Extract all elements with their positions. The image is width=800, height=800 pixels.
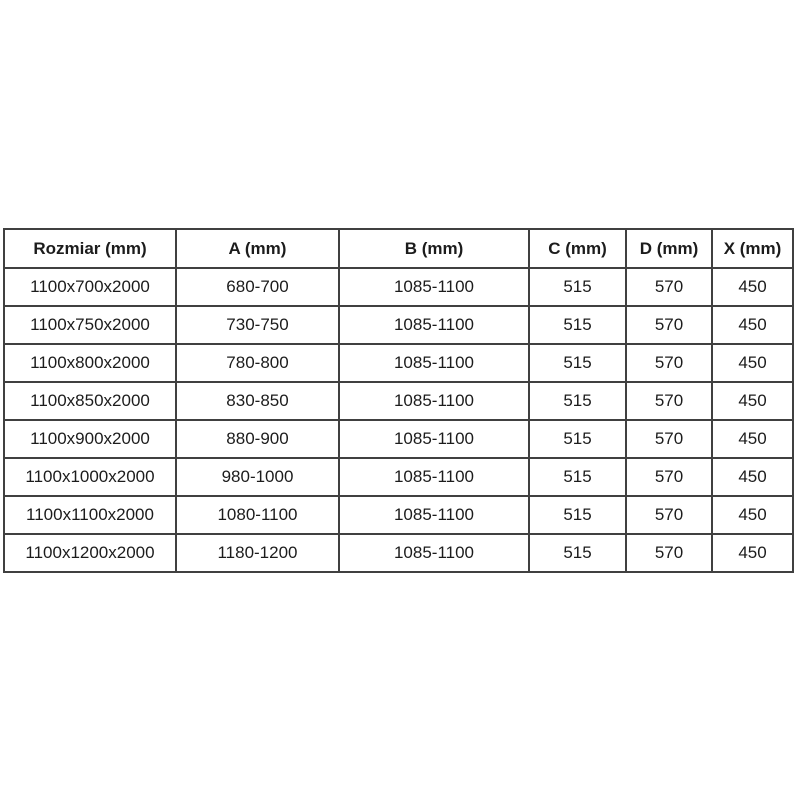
table-row [4, 534, 793, 572]
table-cell-rozmiar: 1100x1100x2000 [4, 496, 176, 534]
table-cell-c: 515 [529, 344, 626, 382]
table-row [4, 306, 793, 344]
table-cell-x: 450 [712, 458, 793, 496]
table-cell-b: 1085-1100 [339, 382, 529, 420]
table-cell-d: 570 [626, 534, 712, 572]
table-cell-a: 880-900 [176, 420, 339, 458]
table-cell-b: 1085-1100 [339, 268, 529, 306]
table-row [4, 458, 793, 496]
table-cell-rozmiar: 1100x850x2000 [4, 382, 176, 420]
table-row [4, 344, 793, 382]
table-cell-d: 570 [626, 344, 712, 382]
table-cell-b: 1085-1100 [339, 306, 529, 344]
column-header-d: D (mm) [626, 229, 712, 268]
column-header-c: C (mm) [529, 229, 626, 268]
table-row [4, 496, 793, 534]
table-cell-b: 1085-1100 [339, 496, 529, 534]
table-cell-rozmiar: 1100x900x2000 [4, 420, 176, 458]
table-cell-d: 570 [626, 458, 712, 496]
table-cell-a: 730-750 [176, 306, 339, 344]
table-cell-rozmiar: 1100x750x2000 [4, 306, 176, 344]
table-cell-a: 680-700 [176, 268, 339, 306]
table-cell-d: 570 [626, 420, 712, 458]
table-cell-x: 450 [712, 496, 793, 534]
table-cell-c: 515 [529, 420, 626, 458]
table-cell-x: 450 [712, 382, 793, 420]
table-cell-c: 515 [529, 382, 626, 420]
column-header-a: A (mm) [176, 229, 339, 268]
table-cell-c: 515 [529, 534, 626, 572]
table-cell-b: 1085-1100 [339, 458, 529, 496]
table-cell-d: 570 [626, 496, 712, 534]
table-cell-b: 1085-1100 [339, 420, 529, 458]
table-cell-d: 570 [626, 268, 712, 306]
table-cell-c: 515 [529, 458, 626, 496]
table-cell-rozmiar: 1100x700x2000 [4, 268, 176, 306]
table-cell-a: 830-850 [176, 382, 339, 420]
table-cell-b: 1085-1100 [339, 344, 529, 382]
table-cell-rozmiar: 1100x1000x2000 [4, 458, 176, 496]
table-cell-a: 780-800 [176, 344, 339, 382]
table-cell-c: 515 [529, 306, 626, 344]
column-header-rozmiar: Rozmiar (mm) [4, 229, 176, 268]
table-cell-x: 450 [712, 306, 793, 344]
table-cell-a: 980-1000 [176, 458, 339, 496]
table-cell-x: 450 [712, 344, 793, 382]
table-cell-d: 570 [626, 306, 712, 344]
table-row [4, 268, 793, 306]
table-cell-x: 450 [712, 534, 793, 572]
table-cell-rozmiar: 1100x800x2000 [4, 344, 176, 382]
table-cell-c: 515 [529, 268, 626, 306]
table-cell-rozmiar: 1100x1200x2000 [4, 534, 176, 572]
column-header-x: X (mm) [712, 229, 793, 268]
table-cell-b: 1085-1100 [339, 534, 529, 572]
table-cell-a: 1180-1200 [176, 534, 339, 572]
table-cell-x: 450 [712, 420, 793, 458]
table-cell-c: 515 [529, 496, 626, 534]
size-dimensions-table [3, 228, 794, 573]
table-row [4, 382, 793, 420]
table-cell-x: 450 [712, 268, 793, 306]
table-cell-a: 1080-1100 [176, 496, 339, 534]
column-header-b: B (mm) [339, 229, 529, 268]
table-cell-d: 570 [626, 382, 712, 420]
table-row [4, 420, 793, 458]
header-row [4, 229, 793, 268]
